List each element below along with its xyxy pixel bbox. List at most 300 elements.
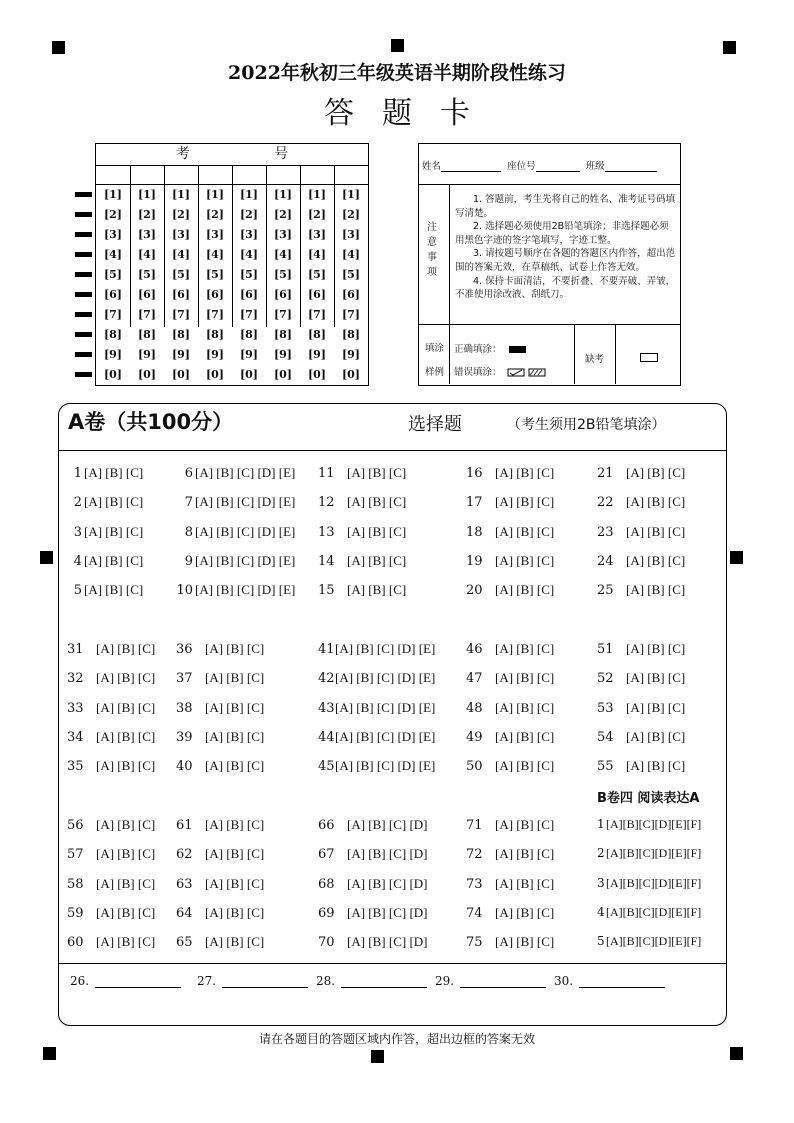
section-a-title: A卷（共100分） xyxy=(68,410,234,434)
fill-example-label: 填涂 xyxy=(425,343,445,354)
question-item xyxy=(67,641,155,657)
answer-bubbles[interactable]: [A] [B] [C] xyxy=(96,641,156,656)
exam-digit-bubble[interactable]: [7] xyxy=(171,308,191,321)
fill-example-label: 样例 xyxy=(425,367,445,378)
exam-digit-bubble[interactable]: [4] xyxy=(171,248,191,261)
answer-bubbles[interactable]: [A] [B] [C] xyxy=(205,846,265,862)
question-item xyxy=(318,876,428,892)
question-number: 55 xyxy=(597,759,614,775)
divider xyxy=(59,963,726,964)
answer-bubbles[interactable]: [A] [B] [C] xyxy=(495,846,555,862)
question-item xyxy=(67,817,155,833)
exam-digit-bubble[interactable]: [9] xyxy=(137,348,157,361)
answer-bubbles[interactable]: [A] [B] [C] xyxy=(626,523,686,539)
question-number: 36 xyxy=(176,642,193,657)
question-item xyxy=(67,700,155,716)
question-number: 67 xyxy=(318,847,335,863)
answer-bubbles[interactable]: [A] [B] [C] xyxy=(626,641,686,656)
question-number: 8 xyxy=(184,524,193,540)
question-item xyxy=(597,876,701,891)
exam-digit-bubble[interactable]: [7] xyxy=(341,308,361,321)
question-item xyxy=(318,465,406,481)
exam-digit-bubble[interactable]: [3] xyxy=(205,228,225,241)
question-item xyxy=(466,758,554,774)
timing-mark xyxy=(75,332,92,337)
question-number: 37 xyxy=(176,671,193,687)
exam-digit-bubble[interactable]: [3] xyxy=(307,228,327,241)
exam-digit-bubble[interactable]: [6] xyxy=(103,288,123,301)
fill-blank-29[interactable] xyxy=(435,974,546,988)
answer-bubbles[interactable]: [A][B][C][D][E][F] xyxy=(606,846,702,861)
answer-bubbles[interactable]: [A] [B] [C] xyxy=(84,494,144,510)
exam-digit-bubble[interactable]: [2] xyxy=(137,208,157,221)
question-number: 46 xyxy=(466,642,483,657)
question-item xyxy=(597,934,701,949)
question-number: 69 xyxy=(318,905,335,921)
exam-digit-bubble[interactable]: [1] xyxy=(103,188,123,201)
exam-digit-bubble[interactable]: [9] xyxy=(273,348,293,361)
question-number: 58 xyxy=(67,876,84,892)
answer-bubbles[interactable]: [A] [B] [C] xyxy=(495,728,555,744)
answer-bubbles[interactable]: [A] [B] [C] xyxy=(626,699,686,715)
exam-digit-bubble[interactable]: [2] xyxy=(239,208,259,221)
answer-bubbles[interactable]: [A] [B] [C] xyxy=(96,904,156,920)
question-item xyxy=(597,582,685,598)
question-item xyxy=(466,494,554,510)
exam-digit-bubble[interactable]: [6] xyxy=(171,288,191,301)
exam-digit-bubble[interactable]: [3] xyxy=(273,228,293,241)
question-number: 53 xyxy=(597,700,614,716)
question-number: 50 xyxy=(466,759,483,775)
seat-field[interactable] xyxy=(536,161,580,172)
question-number: 63 xyxy=(176,876,193,892)
answer-bubbles[interactable]: [A] [B] [C] xyxy=(626,758,686,774)
fill-blank-number: 29. xyxy=(435,974,455,988)
exam-digit-bubble[interactable]: [8] xyxy=(205,328,225,341)
question-item xyxy=(176,876,264,892)
question-number: 22 xyxy=(597,495,614,511)
exam-digit-bubble[interactable]: [9] xyxy=(239,348,259,361)
question-item xyxy=(67,876,155,892)
question-item xyxy=(466,846,554,862)
answer-bubbles[interactable]: [A] [B] [C] xyxy=(347,465,407,480)
question-item xyxy=(67,729,155,745)
answer-bubbles[interactable]: [A] [B] [C] xyxy=(495,641,555,656)
answer-bubbles[interactable]: [A] [B] [C] xyxy=(205,934,265,950)
question-number: 3 xyxy=(597,875,605,890)
question-item xyxy=(466,876,554,892)
answer-bubbles[interactable]: [A] [B] [C] xyxy=(84,465,144,480)
exam-digit-row xyxy=(96,185,368,205)
exam-digit-bubble[interactable]: [2] xyxy=(103,208,123,221)
exam-digit-bubble[interactable]: [3] xyxy=(103,228,123,241)
exam-digit-bubble[interactable]: [2] xyxy=(171,208,191,221)
question-number: 21 xyxy=(597,466,614,481)
question-number: 71 xyxy=(466,818,483,833)
question-number: 25 xyxy=(597,583,614,599)
fill-blank-30[interactable] xyxy=(554,974,665,988)
exam-digit-row xyxy=(96,305,368,325)
answer-bubbles[interactable]: [A] [B] [C] [D] [E] xyxy=(335,641,436,656)
answer-bubbles[interactable]: [A] [B] [C] xyxy=(96,758,156,774)
answer-bubbles[interactable]: [A] [B] [C] xyxy=(205,728,265,744)
answer-bubbles[interactable]: [A][B][C][D][E][F] xyxy=(606,817,702,831)
question-number: 72 xyxy=(466,847,483,863)
exam-digit-bubble[interactable]: [6] xyxy=(205,288,225,301)
answer-bubbles[interactable]: [A] [B] [C] [D] [E] xyxy=(195,582,296,598)
question-item xyxy=(176,700,264,716)
footer-note: 请在各题目的答题区域内作答，超出边框的答案无效 xyxy=(258,1032,535,1046)
question-item xyxy=(466,524,554,540)
alignment-mark xyxy=(391,39,404,52)
answer-bubbles[interactable]: [A] [B] [C] xyxy=(495,494,555,510)
question-number: 6 xyxy=(184,466,193,481)
exam-digit-bubble[interactable]: [5] xyxy=(307,268,327,281)
exam-digit-bubble[interactable]: [5] xyxy=(171,268,191,281)
exam-digit-bubble[interactable]: [1] xyxy=(137,188,157,201)
question-item xyxy=(176,905,264,921)
answer-bubbles[interactable]: [A] [B] [C] xyxy=(96,846,156,862)
answer-bubbles[interactable]: [A] [B] [C] [D] [E] xyxy=(195,465,296,480)
answer-bubbles[interactable]: [A] [B] [C] xyxy=(495,523,555,539)
exam-digit-bubble[interactable]: [0] xyxy=(171,368,191,381)
question-number: 5 xyxy=(73,583,82,599)
answer-bubbles[interactable]: [A] [B] [C] [D] xyxy=(347,817,428,832)
exam-digit-bubble[interactable]: [7] xyxy=(307,308,327,321)
wrong-fill-label: 错误填涂： xyxy=(454,367,502,378)
exam-digit-bubble[interactable]: [5] xyxy=(273,268,293,281)
timing-mark xyxy=(75,212,92,217)
question-item xyxy=(176,494,295,510)
exam-digit-row xyxy=(96,245,368,265)
exam-digit-bubble[interactable]: [2] xyxy=(341,208,361,221)
question-item xyxy=(597,524,685,540)
exam-digit-bubble[interactable]: [7] xyxy=(205,308,225,321)
answer-bubbles[interactable]: [A] [B] [C] [D] xyxy=(347,875,428,891)
answer-bubbles[interactable]: [A] [B] [C] xyxy=(495,699,555,715)
question-number: 75 xyxy=(466,935,483,951)
exam-digit-bubble[interactable]: [8] xyxy=(273,328,293,341)
question-number: 14 xyxy=(318,553,335,569)
exam-digit-bubble[interactable]: [9] xyxy=(307,348,327,361)
answer-bubbles[interactable]: [A] [B] [C] xyxy=(347,523,407,539)
exam-digit-bubble[interactable]: [5] xyxy=(341,268,361,281)
exam-digit-bubble[interactable]: [0] xyxy=(205,368,225,381)
question-number: 31 xyxy=(67,642,84,657)
exam-digit-bubble[interactable]: [3] xyxy=(239,228,259,241)
question-item xyxy=(597,729,685,745)
exam-digit-bubble[interactable]: [1] xyxy=(307,188,327,201)
answer-bubbles[interactable]: [A] [B] [C] xyxy=(84,582,144,598)
alignment-mark xyxy=(40,551,53,564)
question-item xyxy=(466,670,554,686)
question-number: 7 xyxy=(184,495,193,511)
alignment-mark xyxy=(723,41,736,54)
exam-digit-bubble[interactable]: [5] xyxy=(103,268,123,281)
question-item xyxy=(318,494,406,510)
answer-bubbles[interactable]: [A] [B] [C] xyxy=(96,817,156,832)
timing-mark xyxy=(75,372,92,377)
question-number: 24 xyxy=(597,553,614,569)
exam-digit-row xyxy=(96,285,368,305)
answer-bubbles[interactable]: [A] [B] [C] xyxy=(626,465,686,480)
exam-digit-bubble[interactable]: [4] xyxy=(137,248,157,261)
exam-digit-bubble[interactable]: [1] xyxy=(205,188,225,201)
exam-digit-bubble[interactable]: [6] xyxy=(239,288,259,301)
section-a-note: （考生须用2B铅笔填涂） xyxy=(507,417,666,433)
answer-bubbles[interactable]: [A][B][C][D][E][F] xyxy=(606,904,702,919)
question-number: 1 xyxy=(597,817,605,831)
exam-digit-bubble[interactable]: [5] xyxy=(137,268,157,281)
exam-digit-bubble[interactable]: [8] xyxy=(239,328,259,341)
exam-digit-bubble[interactable]: [4] xyxy=(103,248,123,261)
exam-digit-bubble[interactable]: [9] xyxy=(171,348,191,361)
answer-bubbles[interactable]: [A] [B] [C] [D] [E] xyxy=(195,552,296,568)
question-number: 60 xyxy=(67,935,84,951)
answer-bubbles[interactable]: [A] [B] [C] xyxy=(626,670,686,686)
question-number: 38 xyxy=(176,700,193,716)
exam-digit-bubble[interactable]: [1] xyxy=(171,188,191,201)
question-number: 16 xyxy=(466,466,483,481)
exam-digit-bubble[interactable]: [0] xyxy=(341,368,361,381)
question-number: 32 xyxy=(67,671,84,687)
exam-digit-bubble[interactable]: [0] xyxy=(137,368,157,381)
exam-digit-bubble[interactable]: [8] xyxy=(171,328,191,341)
page-title: 2022年秋初三年级英语半期阶段性练习 xyxy=(228,62,566,84)
question-number: 66 xyxy=(318,818,335,833)
exam-digit-bubble[interactable]: [1] xyxy=(273,188,293,201)
question-number: 35 xyxy=(67,759,84,775)
question-item xyxy=(466,729,554,745)
question-number: 4 xyxy=(597,904,605,919)
exam-digit-bubble[interactable]: [1] xyxy=(341,188,361,201)
exam-digit-bubble[interactable]: [8] xyxy=(137,328,157,341)
answer-bubbles[interactable]: [A] [B] [C] xyxy=(626,552,686,568)
answer-bubbles[interactable]: [A] [B] [C] xyxy=(626,494,686,510)
question-item xyxy=(318,729,435,745)
fill-blank-number: 28. xyxy=(316,974,336,988)
exam-digit-row xyxy=(96,365,368,385)
question-item xyxy=(70,524,143,540)
answer-bubbles[interactable]: [A] [B] [C] [D] [E] xyxy=(195,523,296,539)
timing-mark xyxy=(75,192,92,197)
answer-bubbles[interactable]: [A] [B] [C] xyxy=(205,904,265,920)
alignment-mark xyxy=(730,1047,743,1060)
answer-bubbles[interactable]: [A] [B] [C] [D] [E] xyxy=(335,758,436,774)
exam-digit-bubble[interactable]: [2] xyxy=(273,208,293,221)
question-item xyxy=(318,524,406,540)
section-a-type: 选择题 xyxy=(408,414,462,435)
question-item xyxy=(597,641,685,657)
answer-bubbles[interactable]: [A] [B] [C] xyxy=(96,934,156,950)
timing-mark xyxy=(75,312,92,317)
exam-number-label: 考 xyxy=(175,146,190,162)
section-b4-title: B卷四 阅读表达A xyxy=(597,791,700,806)
exam-digit-bubble[interactable]: [2] xyxy=(205,208,225,221)
exam-digit-bubble[interactable]: [8] xyxy=(341,328,361,341)
instructions-box xyxy=(418,143,681,386)
exam-digit-bubble[interactable]: [1] xyxy=(239,188,259,201)
answer-bubbles[interactable]: [A] [B] [C] xyxy=(626,582,686,598)
answer-bubbles[interactable]: [A] [B] [C] xyxy=(495,904,555,920)
question-item xyxy=(597,670,685,686)
answer-bubbles[interactable]: [A][B][C][D][E][F] xyxy=(606,875,702,890)
exam-digit-bubble[interactable]: [3] xyxy=(171,228,191,241)
exam-number-grid xyxy=(95,143,369,386)
exam-digit-bubble[interactable]: [3] xyxy=(341,228,361,241)
exam-digit-bubble[interactable]: [6] xyxy=(137,288,157,301)
question-item xyxy=(318,670,435,686)
question-number: 56 xyxy=(67,818,84,833)
question-number: 40 xyxy=(176,759,193,775)
answer-bubbles[interactable]: [A] [B] [C] xyxy=(205,670,265,686)
absent-checkbox[interactable] xyxy=(640,353,658,362)
exam-digit-bubble[interactable]: [7] xyxy=(103,308,123,321)
exam-digit-bubble[interactable]: [8] xyxy=(307,328,327,341)
answer-bubbles[interactable]: [A] [B] [C] [D] [E] xyxy=(335,699,436,715)
answer-bubbles[interactable]: [A] [B] [C] xyxy=(205,699,265,715)
answer-bubbles[interactable]: [A] [B] [C] xyxy=(495,670,555,686)
fill-blank-26[interactable] xyxy=(70,974,181,988)
exam-digit-bubble[interactable]: [6] xyxy=(341,288,361,301)
exam-number-header xyxy=(96,144,368,166)
exam-digit-bubble[interactable]: [7] xyxy=(137,308,157,321)
class-field[interactable] xyxy=(605,161,657,172)
answer-bubbles[interactable]: [A][B][C][D][E][F] xyxy=(606,934,702,949)
question-item xyxy=(176,582,295,598)
answer-bubbles[interactable]: [A] [B] [C] xyxy=(84,523,144,539)
exam-digit-bubble[interactable]: [0] xyxy=(103,368,123,381)
exam-digit-bubble[interactable]: [5] xyxy=(205,268,225,281)
answer-bubbles[interactable]: [A] [B] [C] xyxy=(495,552,555,568)
answer-bubbles[interactable]: [A] [B] [C] xyxy=(495,934,555,950)
question-item xyxy=(67,758,155,774)
question-number: 42 xyxy=(318,671,335,687)
class-label: 班级 xyxy=(585,161,605,172)
timing-mark xyxy=(75,292,92,297)
answer-bubbles[interactable]: [A] [B] [C] [D] xyxy=(347,846,428,862)
question-item xyxy=(597,553,685,569)
question-item xyxy=(318,817,428,833)
question-number: 61 xyxy=(176,818,193,833)
question-number: 45 xyxy=(318,759,335,775)
answer-bubbles[interactable]: [A] [B] [C] xyxy=(495,817,555,832)
exam-digit-bubble[interactable]: [9] xyxy=(341,348,361,361)
question-item xyxy=(318,582,406,598)
answer-bubbles[interactable]: [A] [B] [C] [D] [E] xyxy=(195,494,296,510)
answer-bubbles[interactable]: [A] [B] [C] xyxy=(96,728,156,744)
answer-bubbles[interactable]: [A] [B] [C] xyxy=(495,758,555,774)
exam-digit-bubble[interactable]: [7] xyxy=(239,308,259,321)
exam-digit-bubble[interactable]: [4] xyxy=(307,248,327,261)
exam-digit-bubble[interactable]: [0] xyxy=(273,368,293,381)
question-number: 41 xyxy=(318,642,335,657)
question-item xyxy=(597,846,701,861)
answer-bubbles[interactable]: [A] [B] [C] xyxy=(96,699,156,715)
question-number: 11 xyxy=(318,466,335,481)
answer-bubbles[interactable]: [A] [B] [C] [D] xyxy=(347,904,428,920)
fill-blank-27[interactable] xyxy=(197,974,308,988)
exam-digit-bubble[interactable]: [4] xyxy=(239,248,259,261)
exam-digit-bubble[interactable]: [9] xyxy=(103,348,123,361)
question-number: 47 xyxy=(466,671,483,687)
answer-bubbles[interactable]: [A] [B] [C] xyxy=(347,582,407,598)
question-item xyxy=(70,582,143,598)
exam-digit-bubble[interactable]: [6] xyxy=(273,288,293,301)
answer-bubbles[interactable]: [A] [B] [C] xyxy=(84,552,144,568)
fill-blank-number: 30. xyxy=(554,974,574,988)
question-item xyxy=(176,524,295,540)
exam-digit-bubble[interactable]: [3] xyxy=(137,228,157,241)
question-number: 65 xyxy=(176,935,193,951)
alignment-mark xyxy=(371,1050,384,1063)
question-item xyxy=(318,758,435,774)
exam-digit-bubble[interactable]: [4] xyxy=(273,248,293,261)
question-number: 5 xyxy=(597,934,605,949)
name-field[interactable] xyxy=(441,161,501,172)
question-number: 49 xyxy=(466,729,483,745)
exam-digit-bubble[interactable]: [2] xyxy=(307,208,327,221)
exam-digit-bubble[interactable]: [9] xyxy=(205,348,225,361)
question-number: 20 xyxy=(466,583,483,599)
answer-bubbles[interactable]: [A] [B] [C] xyxy=(495,465,555,480)
question-number: 2 xyxy=(597,846,605,861)
correct-fill-sample xyxy=(509,346,526,353)
answer-bubbles[interactable]: [A] [B] [C] xyxy=(347,552,407,568)
answer-bubbles[interactable]: [A] [B] [C] xyxy=(205,817,265,832)
question-number: 43 xyxy=(318,700,335,716)
answer-bubbles[interactable]: [A] [B] [C] xyxy=(347,494,407,510)
question-number: 19 xyxy=(466,553,483,569)
exam-digit-bubble[interactable]: [0] xyxy=(307,368,327,381)
answer-bubbles[interactable]: [A] [B] [C] xyxy=(96,875,156,891)
question-number: 70 xyxy=(318,935,335,951)
answer-bubbles[interactable]: [A] [B] [C] [D] xyxy=(347,934,428,950)
answer-bubbles[interactable]: [A] [B] [C] xyxy=(205,641,265,656)
exam-digit-bubble[interactable]: [8] xyxy=(103,328,123,341)
question-item xyxy=(597,817,701,832)
exam-digit-bubble[interactable]: [4] xyxy=(205,248,225,261)
timing-mark xyxy=(75,232,92,237)
answer-bubbles[interactable]: [A] [B] [C] xyxy=(205,875,265,891)
question-item xyxy=(176,846,264,862)
answer-bubbles[interactable]: [A] [B] [C] xyxy=(96,670,156,686)
answer-bubbles[interactable]: [A] [B] [C] xyxy=(626,728,686,744)
alignment-mark xyxy=(43,1047,56,1060)
answer-bubbles[interactable]: [A] [B] [C] xyxy=(495,582,555,598)
question-item xyxy=(466,934,554,950)
question-item xyxy=(466,641,554,657)
exam-digit-bubble[interactable]: [6] xyxy=(307,288,327,301)
question-item xyxy=(176,729,264,745)
exam-digit-bubble[interactable]: [4] xyxy=(341,248,361,261)
exam-digit-row xyxy=(96,325,368,345)
question-item xyxy=(176,817,264,833)
exam-digit-bubble[interactable]: [5] xyxy=(239,268,259,281)
answer-bubbles[interactable]: [A] [B] [C] xyxy=(495,875,555,891)
fill-blank-28[interactable] xyxy=(316,974,427,988)
answer-bubbles[interactable]: [A] [B] [C] [D] [E] xyxy=(335,728,436,744)
answer-bubbles[interactable]: [A] [B] [C] [D] [E] xyxy=(335,670,436,686)
answer-bubbles[interactable]: [A] [B] [C] xyxy=(205,758,265,774)
question-item xyxy=(176,934,264,950)
wrong-fill-sample-icon xyxy=(507,368,547,377)
exam-digit-bubble[interactable]: [0] xyxy=(239,368,259,381)
exam-digit-bubble[interactable]: [7] xyxy=(273,308,293,321)
page-subtitle: 答题卡 xyxy=(324,96,498,131)
question-number: 54 xyxy=(597,729,614,745)
question-item xyxy=(176,465,295,481)
